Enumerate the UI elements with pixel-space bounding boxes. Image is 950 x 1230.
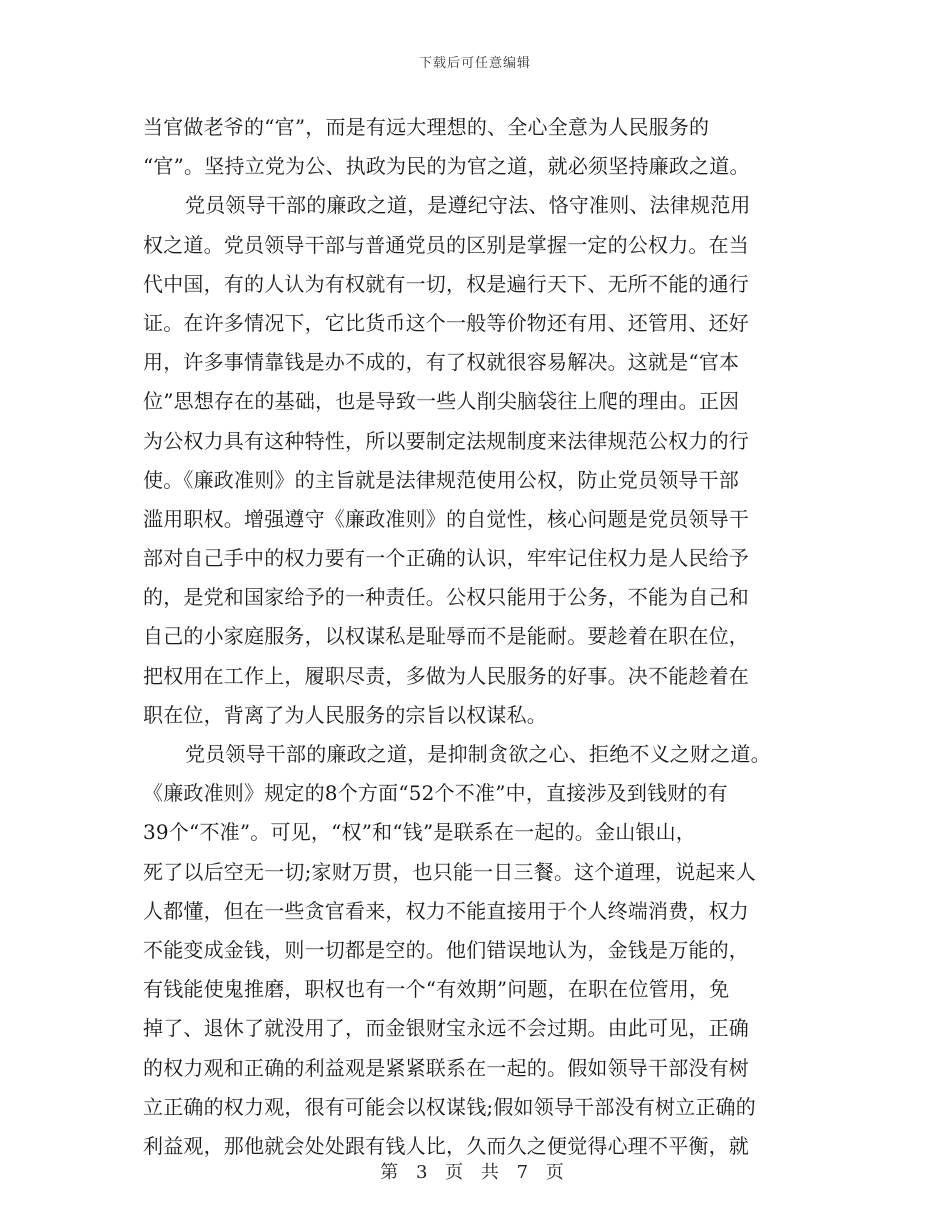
text-line: 死了以后空无一切;家财万贯，也只能一日三餐。这个道理，说起来人 — [143, 859, 756, 884]
text-line: 把权用在工作上，履职尽责，多做为人民服务的好事。决不能趁着在 — [143, 663, 749, 688]
page-header: 下载后可任意编辑 — [418, 56, 531, 71]
text-line: 证。在许多情况下，它比货币这个一般等价物还有用、还管用、还好 — [143, 310, 749, 335]
body-text — [143, 108, 813, 1166]
text-line: 滥用职权。增强遵守《廉政准则》的自觉性，核心问题是党员领导干 — [143, 506, 749, 531]
text-line: 掉了、退休了就没用了，而金银财宝永远不会过期。由此可见，正确 — [143, 1016, 749, 1041]
text-line: 用，许多事情靠钱是办不成的，有了权就很容易解决。这就是“官本 — [143, 350, 740, 375]
text-line: 代中国，有的人认为有权就有一切，权是遍行天下、无所不能的通行 — [143, 271, 749, 296]
page-number-footer: 第 3 页 共 7 页 — [380, 1162, 570, 1183]
text-line: 利益观，那他就会处处跟有钱人比，久而久之便觉得心理不平衡，就 — [143, 1133, 749, 1158]
paragraph-start-line: 党员领导干部的廉政之道，是抑制贪欲之心、拒绝不义之财之道。 — [185, 742, 771, 766]
text-line: 为公权力具有这种特性，所以要制定法规制度来法律规范公权力的行 — [143, 428, 749, 453]
text-line: 使。《廉政准则》的主旨就是法律规范使用公权，防止党员领导干部 — [143, 467, 739, 492]
text-line: 部对自己手中的权力要有一个正确的认识，牢牢记住权力是人民给予 — [143, 546, 749, 571]
text-line: 人都懂，但在一些贪官看来，权力不能直接用于个人终端消费，权力 — [143, 898, 749, 923]
text-line: 职在位，背离了为人民服务的宗旨以权谋私。 — [143, 702, 547, 727]
text-line: 当官做老爷的“官”，而是有远大理想的、全心全意为人民服务的 — [143, 115, 710, 139]
text-line: “官”。坚持立党为公、执政为民的为官之道，就必须坚持廉政之道。 — [143, 154, 750, 179]
text-line: 自己的小家庭服务，以权谋私是耻辱而不是能耐。要趁着在职在位， — [143, 624, 749, 649]
text-line: 权之道。党员领导干部与普通党员的区别是掌握一定的公权力。在当 — [143, 232, 749, 257]
text-line: 立正确的权力观，很有可能会以权谋钱;假如领导干部没有树立正确的 — [143, 1094, 756, 1119]
text-line: 的，是党和国家给予的一种责任。公权只能用于公务，不能为自己和 — [143, 585, 749, 610]
paragraph-start-line: 党员领导干部的廉政之道，是遵纪守法、恪守准则、法律规范用 — [185, 193, 751, 218]
text-line: 39个“不准”。可见，“权”和“钱”是联系在一起的。金山银山， — [143, 820, 696, 845]
text-line: 不能变成金钱，则一切都是空的。他们错误地认为，金钱是万能的， — [143, 937, 749, 962]
text-line: 位”思想存在的基础，也是导致一些人削尖脑袋往上爬的理由。正因 — [143, 389, 740, 414]
text-line: 《廉政准则》规定的8个方面“52个不准”中，直接涉及到钱财的有 — [143, 781, 728, 806]
text-line: 的权力观和正确的利益观是紧紧联系在一起的。假如领导干部没有树 — [143, 1055, 749, 1080]
text-line: 有钱能使鬼推磨，职权也有一个“有效期”问题，在职在位管用，免 — [143, 977, 730, 1002]
